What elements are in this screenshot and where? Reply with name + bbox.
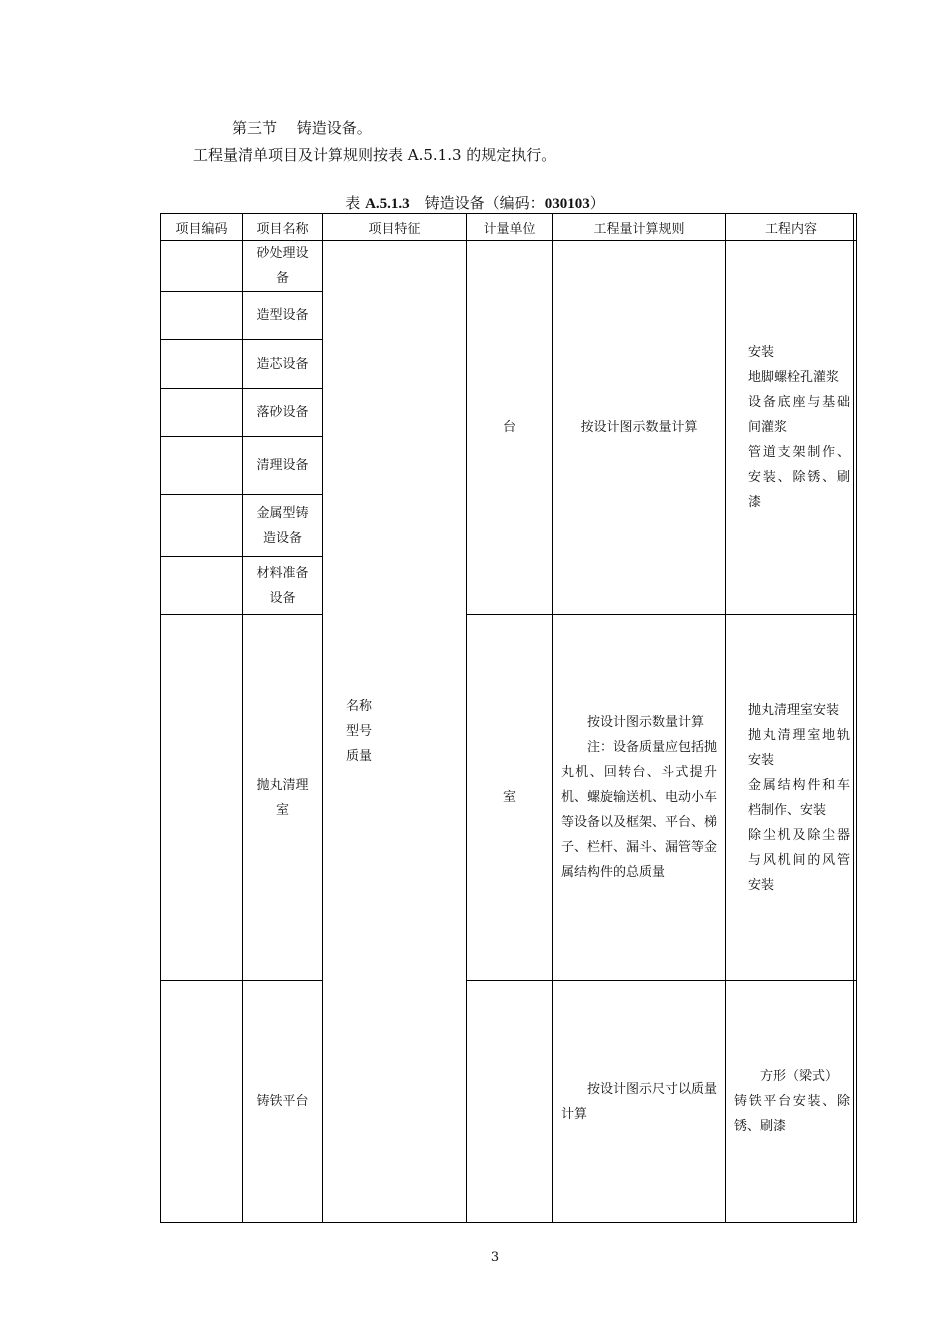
feature-line: 质量: [346, 749, 373, 764]
work-line: 除尘机及除尘器与风机间的风管安装: [748, 827, 850, 893]
caption-title: 铸造设备（编码：: [409, 194, 545, 212]
caption-number: A.5.1.3: [365, 196, 410, 212]
code-cell: [161, 615, 243, 981]
item-name: 抛丸清理室: [243, 615, 323, 981]
work-cell: [726, 981, 857, 1223]
item-name: 清理设备: [243, 437, 323, 495]
work-line: 方形（梁式）: [760, 1069, 839, 1084]
caption-code: 030103: [544, 196, 590, 212]
rule-cell: 按设计图示数量计算: [553, 241, 726, 615]
feature-line: 名称: [346, 699, 373, 714]
item-name: 材料准备设备: [243, 557, 323, 615]
table-double-border: [853, 213, 854, 1222]
rule-cell: [553, 981, 726, 1223]
header-unit: 计量单位: [467, 214, 553, 241]
item-name: 铸铁平台: [243, 981, 323, 1223]
intro-paragraph: 工程量清单项目及计算规则按表 A.5.1.3 的规定执行。: [193, 146, 557, 164]
caption-suffix: ）: [589, 194, 605, 212]
table-row: [161, 615, 857, 981]
header-name: 项目名称: [243, 214, 323, 241]
header-rule: 工程量计算规则: [553, 214, 726, 241]
header-code: 项目编码: [161, 214, 243, 241]
code-cell: [161, 437, 243, 495]
equipment-table: [160, 213, 857, 1223]
table-row: [161, 981, 857, 1223]
feature-cell: [323, 241, 467, 1223]
rule-line: 按设计图示尺寸以质量计算: [561, 1081, 718, 1122]
item-name: 落砂设备: [243, 389, 323, 437]
unit-cell: 室: [467, 615, 553, 981]
rule-cell: [553, 615, 726, 981]
work-line: 安装: [748, 345, 775, 360]
header-feature: 项目特征: [323, 214, 467, 241]
work-line: 抛丸清理室地轨安装: [748, 727, 850, 768]
item-name: 造型设备: [243, 292, 323, 340]
work-line: 抛丸清理室安装: [748, 702, 840, 718]
caption-prefix: 表: [345, 194, 366, 212]
work-line: 铸铁平台安装、除锈、刷漆: [734, 1094, 850, 1134]
rule-note: 注：设备质量应包括抛丸机、回转台、斗式提升机、螺旋输送机、电动小车等设备以及框架、平台、梯子、栏杆、漏斗、漏管等金属结构件的总质量: [561, 740, 718, 880]
unit-cell: 台: [467, 241, 553, 615]
code-cell: [161, 389, 243, 437]
table-row: [161, 241, 857, 292]
table-caption: [0, 192, 950, 213]
work-line: 地脚螺栓孔灌浆: [748, 370, 840, 385]
header-work: 工程内容: [726, 214, 857, 241]
code-cell: [161, 495, 243, 557]
section-heading: 第三节 铸造设备。: [232, 119, 372, 137]
table-header-row: [161, 214, 857, 241]
unit-cell: [467, 981, 553, 1223]
code-cell: [161, 241, 243, 292]
item-name: 造芯设备: [243, 340, 323, 389]
work-cell: [726, 241, 857, 615]
rule-line: 按设计图示数量计算: [587, 715, 705, 730]
work-line: 金属结构件和车档制作、安装: [748, 777, 850, 818]
item-name: 砂处理设备: [243, 241, 323, 292]
work-cell: [726, 615, 857, 981]
page-number: 3: [490, 1250, 500, 1265]
code-cell: [161, 557, 243, 615]
code-cell: [161, 340, 243, 389]
code-cell: [161, 981, 243, 1223]
work-line: 设备底座与基础间灌浆: [748, 395, 850, 435]
work-line: 管道支架制作、安装、除锈、刷漆: [748, 445, 850, 510]
item-name: 金属型铸造设备: [243, 495, 323, 557]
code-cell: [161, 292, 243, 340]
feature-line: 型号: [346, 724, 373, 739]
